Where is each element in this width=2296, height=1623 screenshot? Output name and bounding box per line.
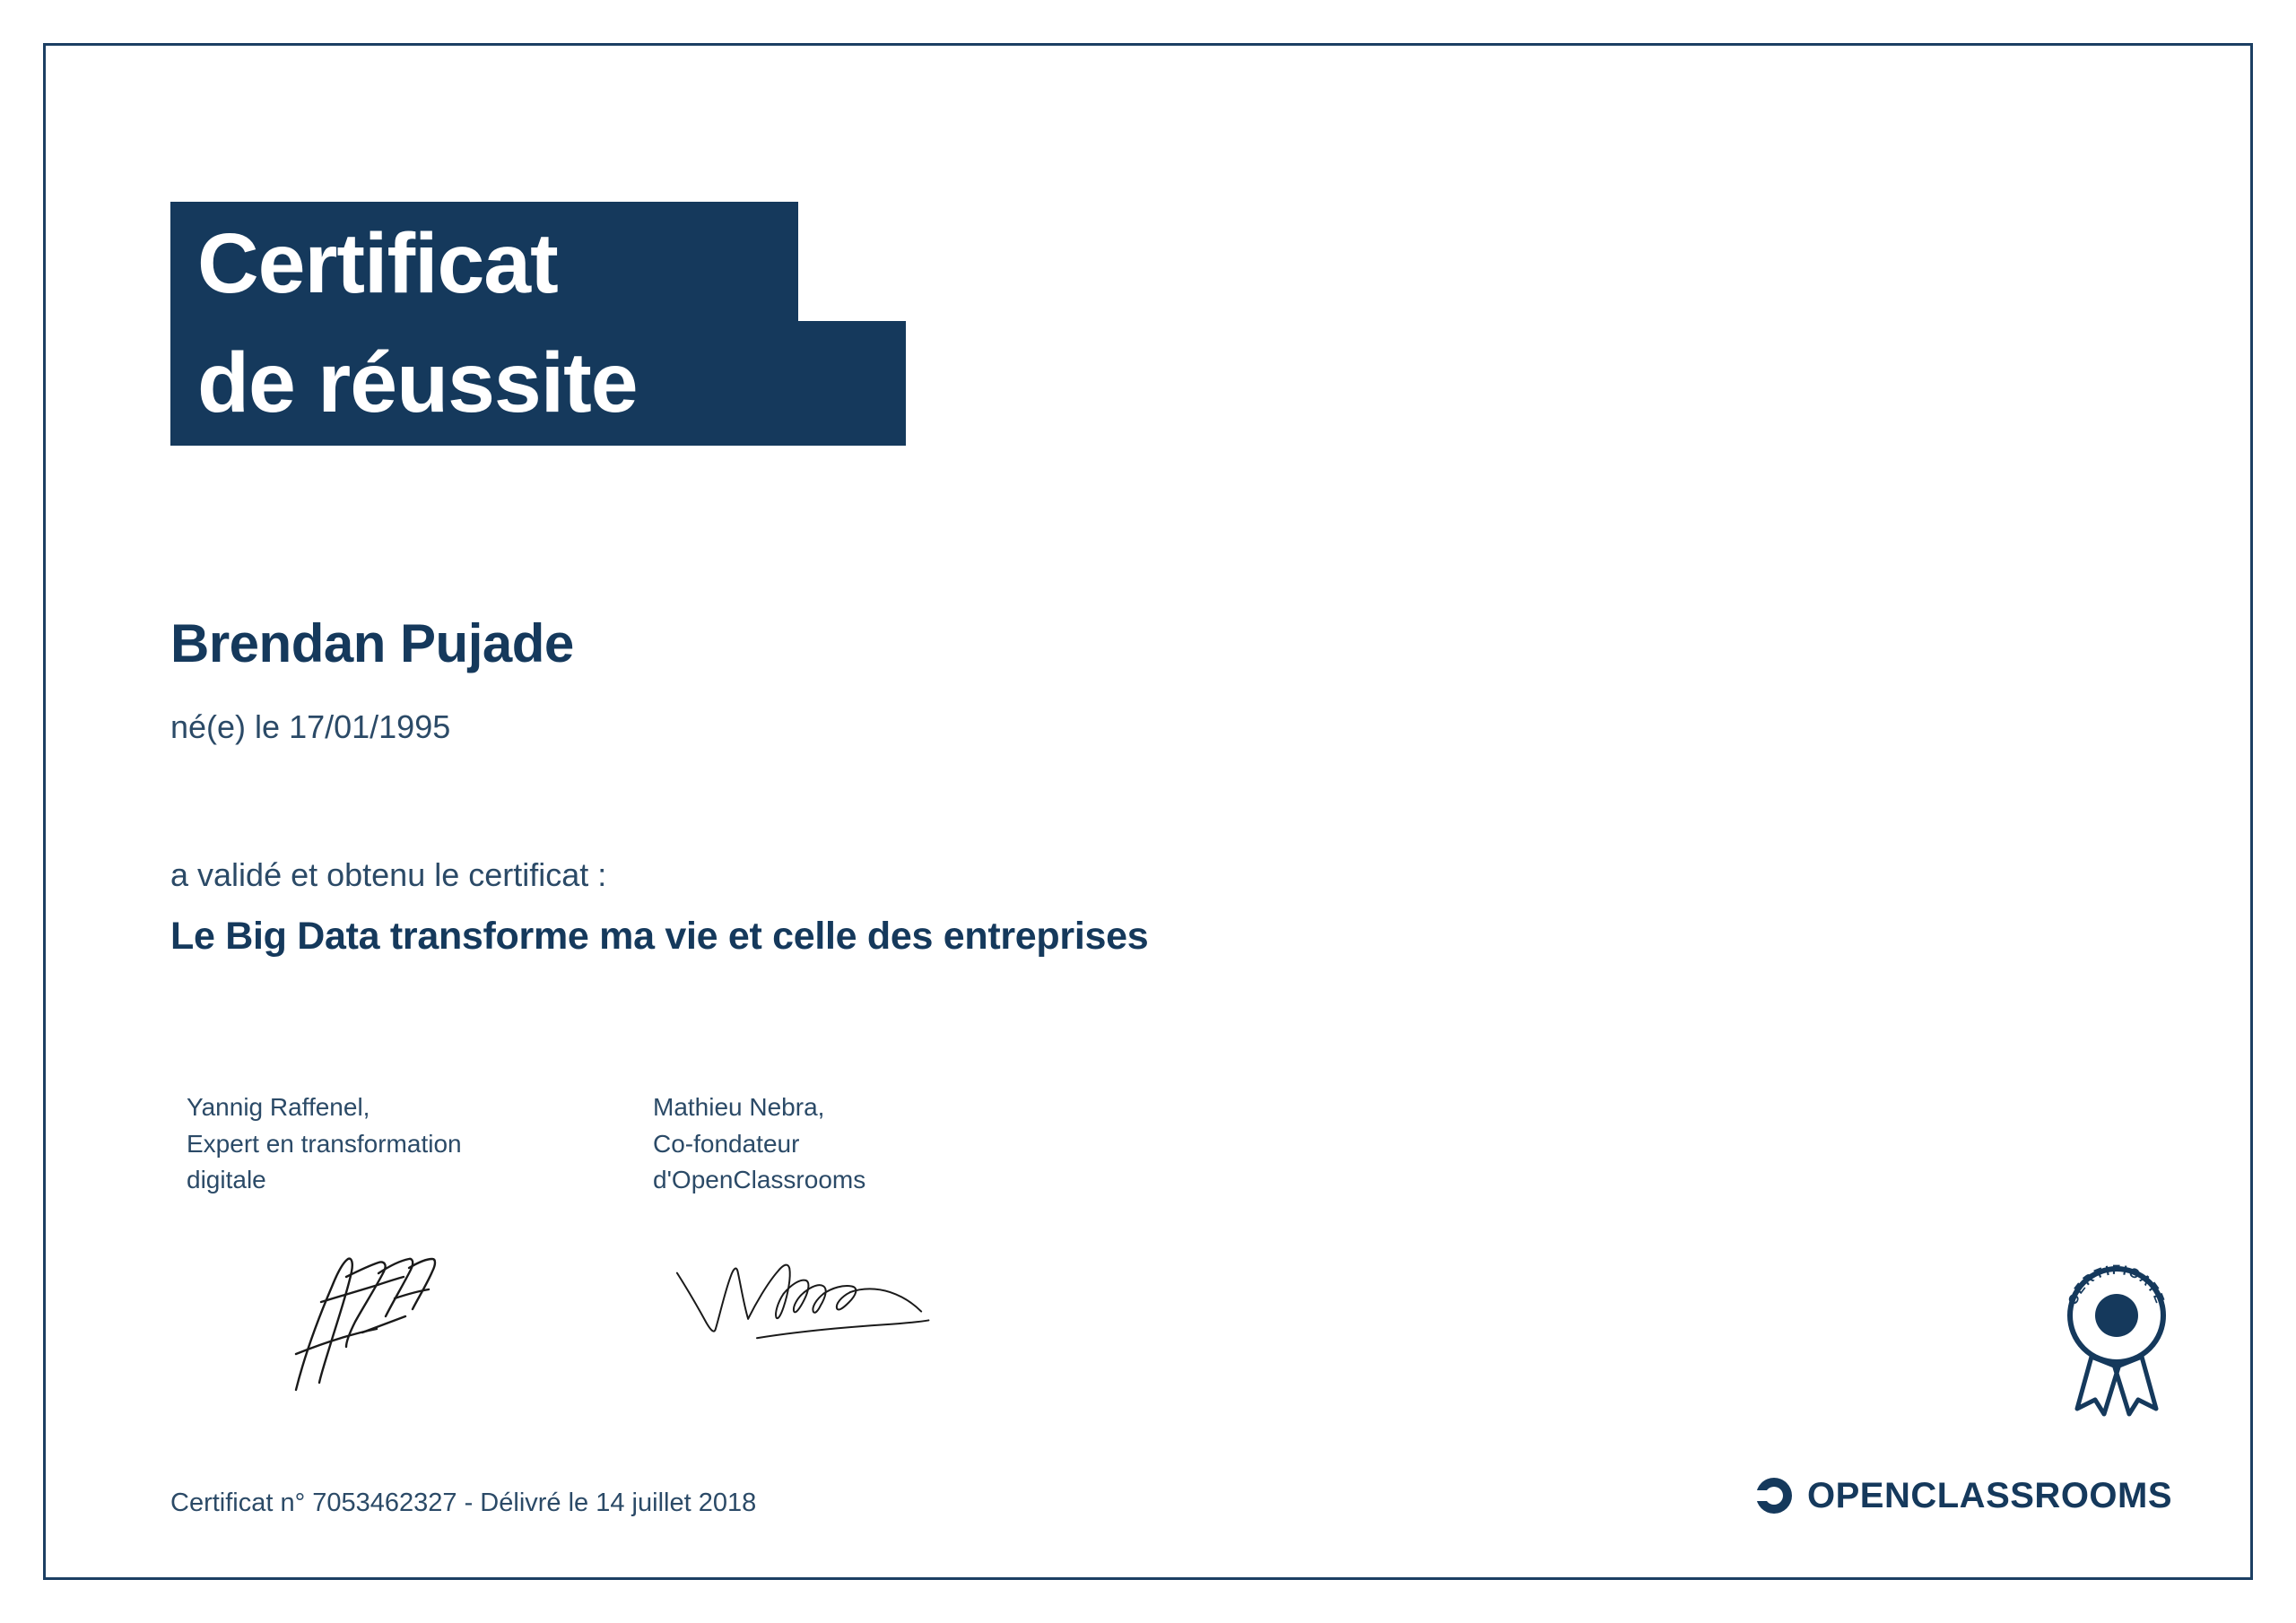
signatories-block <box>187 1089 1012 1199</box>
openclassrooms-logo-text: OPENCLASSROOMS <box>1807 1475 2173 1515</box>
course-title: Le Big Data transforme ma vie et celle des entreprises <box>170 915 1149 958</box>
certificate-footer-text: Certificat n° 7053462327 - Délivré le 14 juillet 2018 <box>170 1488 757 1517</box>
openclassrooms-logo-icon <box>1753 1475 1795 1516</box>
certificate-seal-label: CERTIFICATE <box>2065 1262 2169 1307</box>
recipient-name: Brendan Pujade <box>170 613 574 673</box>
signatory-mathieu-nebra <box>653 1089 1012 1199</box>
certificate-title-block <box>170 202 915 446</box>
signature-yannig-raffenel <box>269 1246 565 1399</box>
certificate-seal-icon <box>2036 1242 2197 1421</box>
signatory-role-line-2: d'OpenClassrooms <box>653 1166 866 1194</box>
signatory-yannig-raffenel <box>187 1089 545 1199</box>
openclassrooms-logo <box>1753 1475 2172 1516</box>
recipient-birthdate: né(e) le 17/01/1995 <box>170 708 451 745</box>
certificate-title-line-1: Certificat <box>170 202 798 326</box>
signatory-role-line-1: Expert en transformation <box>187 1129 462 1158</box>
signatory-role-line-2: digitale <box>187 1166 266 1194</box>
signature-mathieu-nebra <box>668 1237 964 1390</box>
validation-intro-text: a validé et obtenu le certificat : <box>170 856 607 893</box>
signatory-name: Mathieu Nebra, <box>653 1093 825 1121</box>
signatory-name: Yannig Raffenel, <box>187 1093 370 1121</box>
signatory-role-line-1: Co-fondateur <box>653 1129 800 1158</box>
certificate-title-line-2: de réussite <box>170 321 906 446</box>
